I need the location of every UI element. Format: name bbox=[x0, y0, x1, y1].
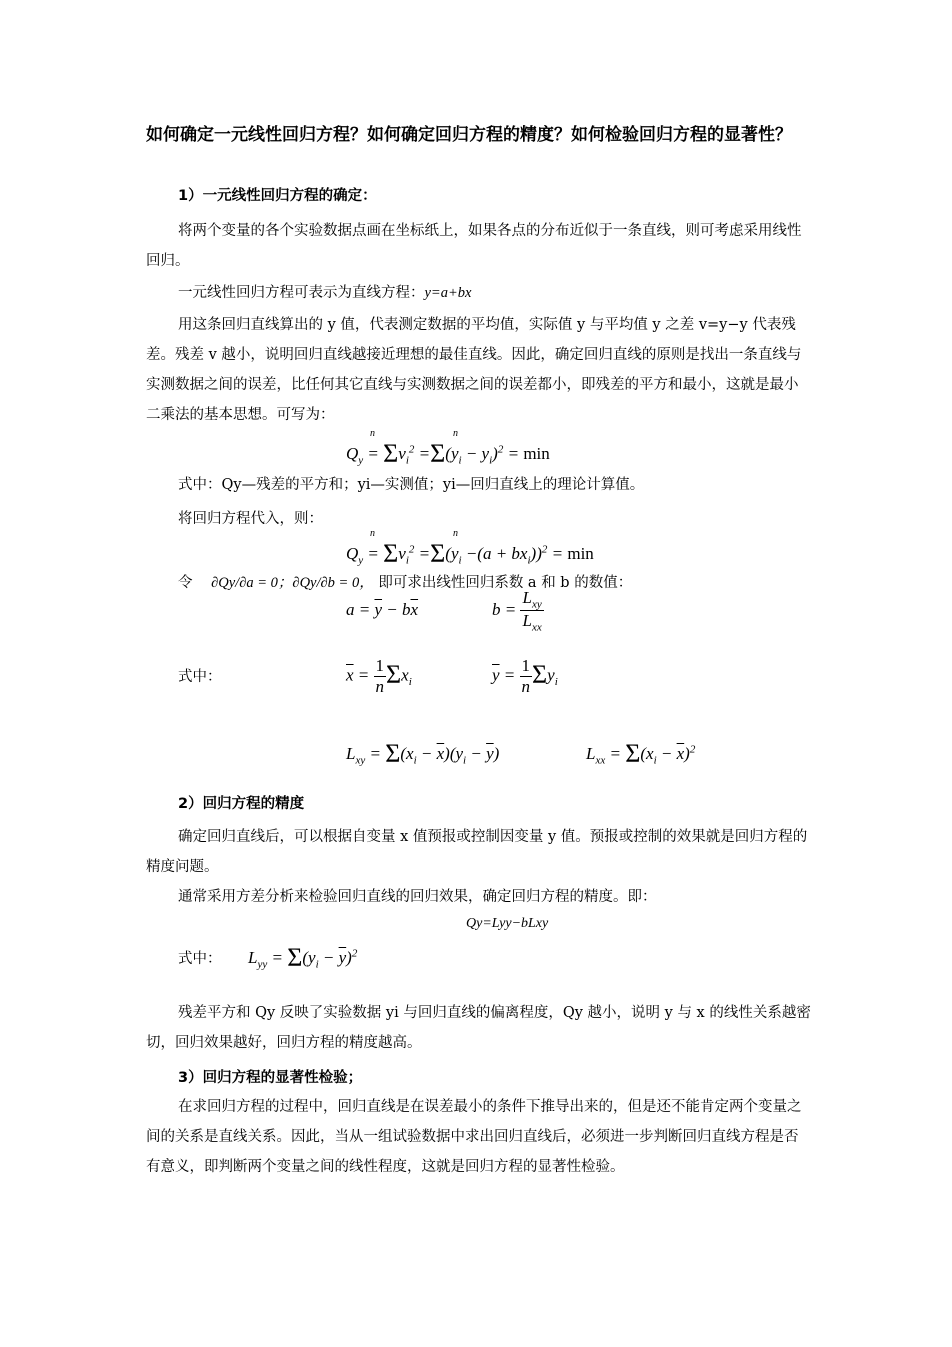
sum-upper: n bbox=[453, 428, 458, 439]
formula-lxy: $L_{xy} = \Sigma(x_i - \overline{x})(y_i - \overline{y})$ bbox=[346, 739, 500, 768]
formula-y-mean: $\overline{y}$ = $\frac{1}{n}$ $\Sigma y_i$ bbox=[492, 656, 558, 696]
paragraph-2 bbox=[178, 278, 471, 308]
paragraph-1: 将两个变量的各个实验数据点画在坐标纸上，如果各点的分布近似于一条直线，则可考虑采用线性回归。 bbox=[146, 223, 802, 269]
paragraph-5: 将回归方程代入，则： bbox=[178, 511, 323, 527]
formula-qy-precision: Qy=Lyy−bLxy bbox=[466, 916, 549, 931]
formula-lyy: $L_{yy} = \Sigma(y_i - \overline{y})^2$ bbox=[248, 943, 358, 972]
section-heading-1: 1）一元线性回归方程的确定： bbox=[178, 188, 377, 204]
formula-a: $a = \overline{y} - b\overline{x}$ bbox=[346, 600, 419, 619]
paragraph-7: 式中： bbox=[178, 669, 222, 685]
paragraph-4: 式中：Qy—残差的平方和；yi—实测值；yi—回归直线上的理论计算值。 bbox=[178, 477, 645, 493]
formula-lxx: $L_{xx} = \Sigma(x_i - \overline{x})^2$ bbox=[586, 739, 696, 768]
paragraph-6 bbox=[178, 568, 632, 598]
page-title: 如何确定一元线性回归方程？如何确定回归方程的精度？如何检验回归方程的显著性？ bbox=[146, 125, 792, 145]
paragraph-9: 通常采用方差分析来检验回归直线的回归效果，确定回归方程的精度。即： bbox=[178, 889, 657, 905]
paragraph-6-suffix: 即可求出线性回归系数 a 和 b 的数值： bbox=[378, 575, 633, 591]
paragraph-3: 用这条回归直线算出的 y 值，代表测定数据的平均值，实际值 y 与平均值 y 之差 v=y−y 代表残差。残差 v 越小，说明回归直线越接近理想的最佳直线。因此，确定回归直线的原则是找出一条直线与实测数据之间的误差，比任何其它直线与实测数据之间的误差都小，即残差的平方和最小，这就是最小二乘法的基本思想。可写为： bbox=[146, 317, 802, 423]
paragraph-11: 残差平方和 Qy 反映了实验数据 yi 与回归直线的偏离程度，Qy 越小，说明 y 与 x 的线性关系越密切，回归效果越好，回归方程的精度越高。 bbox=[146, 1005, 811, 1051]
section-heading-3: 3）回归方程的显著性检验； bbox=[178, 1070, 363, 1086]
paragraph-2-text: 一元线性回归方程可表示为直线方程： bbox=[178, 285, 425, 301]
sum-upper: n bbox=[370, 528, 375, 539]
formula-residual-sum-substituted: $Q_y = \Sigma v_i^2 =\Sigma(y_i -(a + bx_i))^2 = \min$ bbox=[346, 539, 594, 568]
line-equation: y=a+bx bbox=[424, 285, 472, 301]
paragraph-6-prefix: 令 bbox=[178, 575, 193, 591]
formula-b: b = $\frac{L_{xy}}{L_{xx}}$ bbox=[492, 588, 542, 634]
sum-upper: n bbox=[453, 528, 458, 539]
paragraph-8: 确定回归直线后，可以根据自变量 x 值预报或控制因变量 y 值。预报或控制的效果就是回归方程的精度问题。 bbox=[146, 829, 808, 875]
section-heading-2: 2）回归方程的精度 bbox=[178, 796, 305, 812]
partial-derivative-condition: ∂Qy/∂a = 0；∂Qy/∂b = 0， bbox=[211, 575, 374, 591]
paragraph-12: 在求回归方程的过程中，回归直线是在误差最小的条件下推导出来的，但是还不能肯定两个变量之间的关系是直线关系。因此，当从一组试验数据中求出回归直线后，必须进一步判断回归直线方程是否有意义，即判断两个变量之间的线性程度，这就是回归方程的显著性检验。 bbox=[146, 1099, 802, 1175]
formula-residual-sum: $Q_y = \Sigma v_i^2 =\Sigma(y_i - y_i)^2 = \min$ bbox=[346, 439, 550, 468]
sum-upper: n bbox=[370, 428, 375, 439]
paragraph-10: 式中： bbox=[178, 951, 222, 967]
formula-x-mean: $\overline{x}$ = $\frac{1}{n}$ $\Sigma x_i$ bbox=[346, 656, 412, 696]
